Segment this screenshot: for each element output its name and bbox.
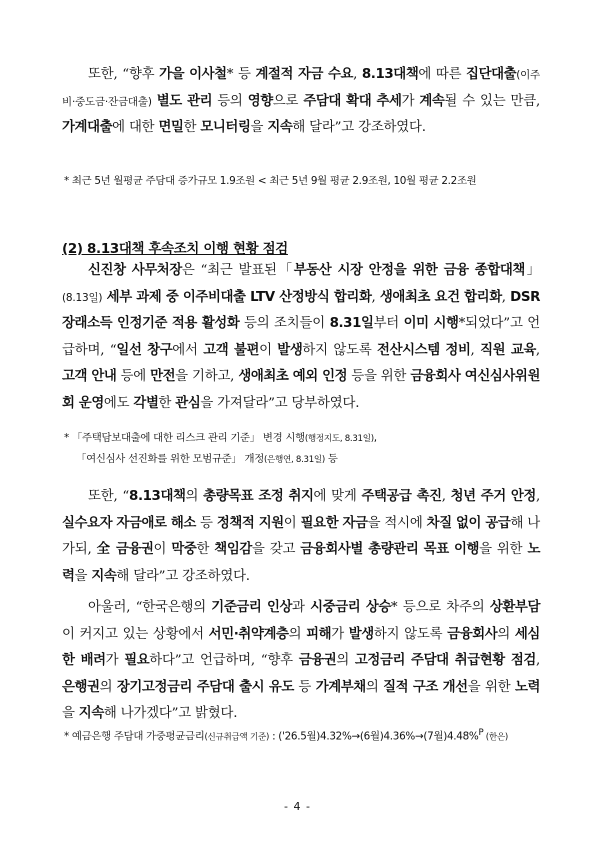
footnote-mortgage-increase: * 최근 5년 월평균 주담대 증가규모 1.9조원 < 최근 5년 9월 평균 2.9조원, 10월 평균 2.2조원 xyxy=(64,175,477,187)
emphasis: 각별 xyxy=(133,395,159,411)
text: 아울러, “한국은행의 xyxy=(88,600,212,615)
text: 의 xyxy=(99,679,117,695)
text: 될 수 있는 만큼, xyxy=(444,93,541,109)
text: , xyxy=(501,289,511,305)
emphasis: 생애최초 예외 인정 xyxy=(238,369,348,384)
section-heading: (2) 8.13대책 후속조치 이행 현황 점검 xyxy=(62,242,288,257)
paragraph-household-loan-monitoring xyxy=(62,62,540,142)
text: 등 xyxy=(195,515,217,531)
footnote-line-2: 「여신심사 선진화를 위한 모범규준」 개정(은행연, 8.31일) 등 xyxy=(76,453,338,465)
emphasis: 시중금리 상승 xyxy=(310,600,391,615)
text: 부터 xyxy=(373,316,404,331)
text: 또한, “ xyxy=(88,489,130,504)
footnote-regulations xyxy=(64,428,554,470)
emphasis: 청년 주거 안정 xyxy=(450,489,536,504)
text: 을 가져달라”고 당부하였다. xyxy=(200,395,360,411)
text: , xyxy=(353,67,362,82)
emphasis: 총량목표 조정 취지 xyxy=(203,489,314,504)
text: 을 위한 xyxy=(479,542,528,557)
text: 등에 xyxy=(116,369,151,384)
emphasis: 피해 xyxy=(306,626,332,642)
text: , xyxy=(441,489,451,504)
emphasis: 금융권 xyxy=(298,653,337,668)
text: 의 xyxy=(365,679,384,695)
text: , xyxy=(535,489,540,504)
emphasis: 금융회사 여신심사위원회 운영 xyxy=(62,369,540,411)
text: 과 xyxy=(292,600,311,615)
text: 하다”고 언급하며, “향후 xyxy=(149,653,299,668)
text: 가 xyxy=(331,626,349,642)
text: 하지 않도록 xyxy=(373,626,448,642)
text: 이 xyxy=(153,542,172,557)
emphasis: 주담대 확대 추세 xyxy=(303,93,402,109)
emphasis: 지속 xyxy=(91,568,117,584)
text: 을 기하고, xyxy=(175,369,239,384)
emphasis: 세부 과제 중 이주비대출 LTV 산정방식 합리화 xyxy=(106,289,372,305)
text: 등의 xyxy=(212,93,248,109)
emphasis: 별도 관리 xyxy=(156,93,213,109)
emphasis: 이미 시행 xyxy=(403,316,459,331)
emphasis: 차질 없이 공급 xyxy=(426,515,511,531)
footnote-mortgage-rate: * 예금은행 주담대 가중평균금리(신규취급액 기준) : ('26.5월)4.32%→(6월)4.36%→(7월)4.48%$^P$ (한은) xyxy=(64,728,508,743)
text: 의 xyxy=(185,489,204,504)
text: 이 커지고 있는 상황에서 xyxy=(62,626,209,642)
emphasis: 질적 구조 개선 xyxy=(383,679,468,695)
paragraph-follow-up-measures xyxy=(62,258,540,417)
emphasis: 가계부채 xyxy=(315,679,366,695)
text: 등의 조치들이 xyxy=(239,316,330,331)
emphasis: 발생 xyxy=(348,626,374,642)
emphasis: 고객 불편 xyxy=(203,342,260,358)
emphasis: 8.13대책 xyxy=(129,489,186,504)
emphasis: 8.31일 xyxy=(329,316,374,331)
text: 에도 xyxy=(103,395,134,411)
emphasis: 발생 xyxy=(277,342,303,358)
emphasis: 고정금리 주담대 취급현황 점검 xyxy=(354,653,536,668)
text: 해 달라”고 강조하였다. xyxy=(292,120,426,135)
emphasis: 주택공급 촉진 xyxy=(361,489,442,504)
text: 에 따른 xyxy=(418,67,467,82)
emphasis: 필요 xyxy=(124,653,150,668)
text: 또한, “향후 xyxy=(88,67,160,82)
text: 등 xyxy=(293,679,316,695)
text: 의 xyxy=(497,626,515,642)
emphasis: 고객 안내 xyxy=(62,369,117,384)
emphasis: 필요한 자금 xyxy=(300,515,368,531)
text: 이 xyxy=(283,515,301,531)
text: 한 xyxy=(183,120,201,135)
text: 으로 xyxy=(272,93,304,109)
text: 한 xyxy=(196,542,215,557)
emphasis: 금융회사별 총량관리 목표 이행 xyxy=(300,542,480,557)
parenthetical-note: (이주비·중도금·잔금대출) xyxy=(62,69,540,108)
text: 을 위한 xyxy=(467,679,515,695)
emphasis: 전산시스템 정비 xyxy=(377,342,471,358)
text: 을 xyxy=(62,706,79,721)
emphasis: 생애최초 요건 합리화 xyxy=(379,289,502,305)
text: *되었다”고 언급하며, “ xyxy=(62,316,541,358)
emphasis: 모니터링 xyxy=(200,120,251,135)
text: 에 맞게 xyxy=(313,489,362,504)
text: , xyxy=(535,653,540,668)
text: 을 적시에 xyxy=(367,515,427,531)
emphasis: 계속 xyxy=(419,93,445,109)
text: 은 “최근 발표된「 xyxy=(181,263,294,278)
text: 」 xyxy=(524,263,540,278)
text: * 등 xyxy=(226,67,256,82)
emphasis: 신진창 사무처장 xyxy=(88,263,182,278)
emphasis: 은행권 xyxy=(62,679,100,695)
emphasis: 노력 xyxy=(62,542,541,584)
emphasis: 만전 xyxy=(150,369,176,384)
text: , xyxy=(371,289,380,305)
text: 의 xyxy=(336,653,355,668)
text: 해 나가되, xyxy=(62,515,540,557)
text: 에서 xyxy=(172,342,204,358)
emphasis: 관심 xyxy=(175,395,201,411)
text: 을 xyxy=(74,568,92,584)
emphasis: 부동산 시장 안정을 위한 금융 종합대책 xyxy=(293,263,525,278)
text: 가 xyxy=(401,93,420,109)
emphasis: DSR 장래소득 인정기준 적용 활성화 xyxy=(62,289,540,331)
text: 한 xyxy=(158,395,176,411)
emphasis: 막중 xyxy=(171,542,197,557)
text: 의 xyxy=(288,626,307,642)
emphasis: 금융회사 xyxy=(447,626,498,642)
emphasis: 책임감 xyxy=(214,542,252,557)
emphasis: 8.13대책 xyxy=(361,67,419,82)
emphasis: 면밀 xyxy=(158,120,184,135)
footnote-line-1: * 「주택담보대출에 대한 리스크 관리 기준」 변경 시행(행정지도, 8.31일), xyxy=(64,432,377,444)
emphasis: 지속 xyxy=(78,706,104,721)
text: , xyxy=(470,342,481,358)
emphasis: 장기고정금리 주담대 출시 유도 xyxy=(116,679,294,695)
text: , xyxy=(535,342,540,358)
page-number: - 4 - xyxy=(284,800,311,813)
emphasis: 집단대출 xyxy=(466,67,517,82)
text: 가 xyxy=(105,653,125,668)
emphasis: 실수요자 자금애로 해소 xyxy=(62,515,196,531)
emphasis: 정책적 지원 xyxy=(216,515,284,531)
emphasis: 지속 xyxy=(267,120,293,135)
text: 을 xyxy=(250,120,268,135)
text: 해 나가겠다”고 밝혔다. xyxy=(103,706,238,721)
emphasis: 기준금리 인상 xyxy=(211,600,293,615)
emphasis: 가계대출 xyxy=(62,120,113,135)
text: 에 대한 xyxy=(112,120,159,135)
text: 하지 않도록 xyxy=(302,342,378,358)
emphasis: 서민·취약계층 xyxy=(208,626,289,642)
emphasis: 영향 xyxy=(247,93,273,109)
text: * 등으로 차주의 xyxy=(390,600,490,615)
emphasis: 세심한 배려 xyxy=(62,626,540,668)
emphasis: 직원 교육 xyxy=(480,342,536,358)
emphasis: 상환부담 xyxy=(489,600,541,615)
text: 해 달라”고 강조하였다. xyxy=(116,568,250,584)
text: 등을 위한 xyxy=(347,369,411,384)
parenthetical-note: (8.13일) xyxy=(62,291,103,304)
emphasis: 계절적 자금 수요 xyxy=(255,67,354,82)
text: 을 갖고 xyxy=(251,542,301,557)
paragraph-interest-rate xyxy=(62,595,540,728)
emphasis: 全 금융권 xyxy=(96,542,154,557)
paragraph-total-volume-target xyxy=(62,484,540,590)
text: 이 xyxy=(259,342,278,358)
emphasis: 일선 창구 xyxy=(116,342,173,358)
emphasis: 가을 이사철 xyxy=(159,67,227,82)
emphasis: 노력 xyxy=(514,679,541,695)
